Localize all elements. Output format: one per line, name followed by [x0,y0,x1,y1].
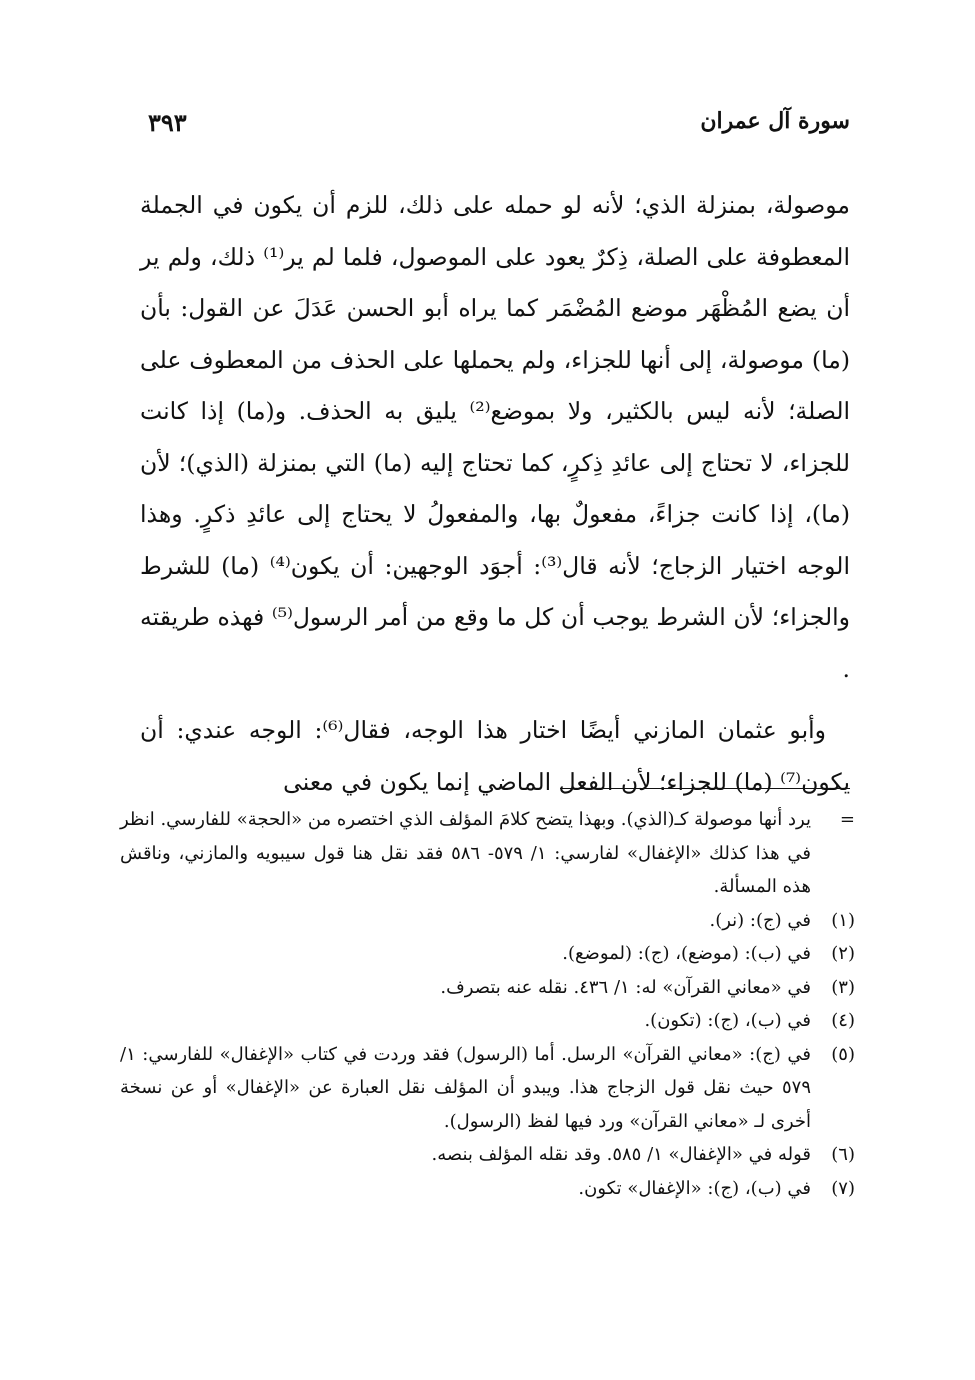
footnote-item [120,1138,855,1172]
footnote-text: في (ب)، (ج): «الإغفال» تكون. [578,1177,811,1199]
page-number: ٣٩٣ [148,108,187,137]
page-header [140,108,850,148]
main-text [140,180,850,808]
body-paragraph: موصولة، بمنزلة الذي؛ لأنه لو حمله على ذلك، للزم أن يكون في الجملة المعطوفة على الصلة، ذِكرٌ يعود على الموصول، فلما لم ير⁽¹⁾ ذلك، ولم ير أن يضع المُظْهَر موضع المُضْمَر كما يراه أبو الحسن عَدَلَ عن القول: بأن (ما) موصولة، إلى أنها للجزاء، ولم يحملها على الحذف من المعطوف على الصلة؛ لأنه ليس بالكثير، ولا بموضع⁽²⁾ يليق به الحذف. و(ما) إذا كانت للجزاء، لا تحتاج إلى عائدِ ذِكرٍ، كما تحتاج إليه (ما) التي بمنزلة (الذي)؛ لأن (ما)، إذا كانت جزاءً، مفعولٌ بها، والمفعولُ لا يحتاج إلى عائدِ ذكرٍ. وهذا الوجه اختيار الزجاج؛ لأنه قال⁽³⁾: أجوَد الوجهين: أن يكون⁽⁴⁾ (ما) للشرط والجزاء؛ لأن الشرط يوجب أن كل ما وقع من أمر الرسول⁽⁵⁾ فهذه طريقته . [140,191,851,683]
footnote-marker: (٤) [831,1010,855,1031]
footnote-marker: (٦) [831,1144,855,1165]
footnote-marker: (٢) [831,943,855,964]
footnote-text: قوله في «الإغفال» ١/ ٥٨٥. وقد نقله المؤلف بنصه. [431,1144,811,1165]
footnote-separator [560,788,850,789]
footnote-text: في (ب): (موضع)، (ج): (لموضع). [562,943,811,964]
footnote-text: في (ج): «معاني القرآن» الرسل. أما (الرسول) فقد وردت في كتاب «الإغفال» للفارسي: ١/ ٥٧٩ حيث نقل قول الزجاج هذا. ويبدو أن المؤلف نقل العبارة عن «الإغفال» أو عن نسخة أخرى لـ «معاني القرآن» ورد فيها لفظ (الرسول). [120,1043,811,1132]
footnote-text: في (ب)، (ج): (تكون). [644,1010,811,1031]
footnote-item [120,1038,855,1139]
footnote-marker: = [839,809,855,830]
footnote-marker: (٥) [831,1043,855,1065]
footnote-marker: (١) [831,909,855,931]
footnote-item [120,1172,855,1206]
footnote-item [120,904,855,938]
body-paragraph: وأبو عثمان المازني أيضًا اختار هذا الوجه، فقال⁽⁶⁾: الوجه عندي: أن يكون⁽⁷⁾ (ما) للجزاء؛ لأن الفعل الماضي إنما يكون في معنى [140,716,850,796]
footnote-item [120,803,855,904]
footnote-text: في «معاني القرآن» له: ١/ ٤٣٦. نقله عنه بتصرف. [440,976,811,998]
footnote-marker: (٣) [831,976,855,998]
footnote-marker: (٧) [831,1177,855,1199]
footnote-item [120,1004,855,1038]
footnotes-section [120,803,855,1205]
footnote-item [120,971,855,1005]
footnote-text: في (ج): (نر). [709,909,811,931]
footnote-item [120,937,855,971]
footnote-text: يرد أنها موصولة كـ(الذي). وبهذا يتضح كلامَ المؤلف الذي اختصره من «الحجة» للفارسي. انظر في هذا كذلك «الإغفال» لفارسي: ١/ ٥٧٩- ٥٨٦ فقد نقل هنا قول سيبويه والمازني، وناقش هذه المسألة. [120,809,811,897]
running-title: سورة آل عمران [700,108,850,134]
